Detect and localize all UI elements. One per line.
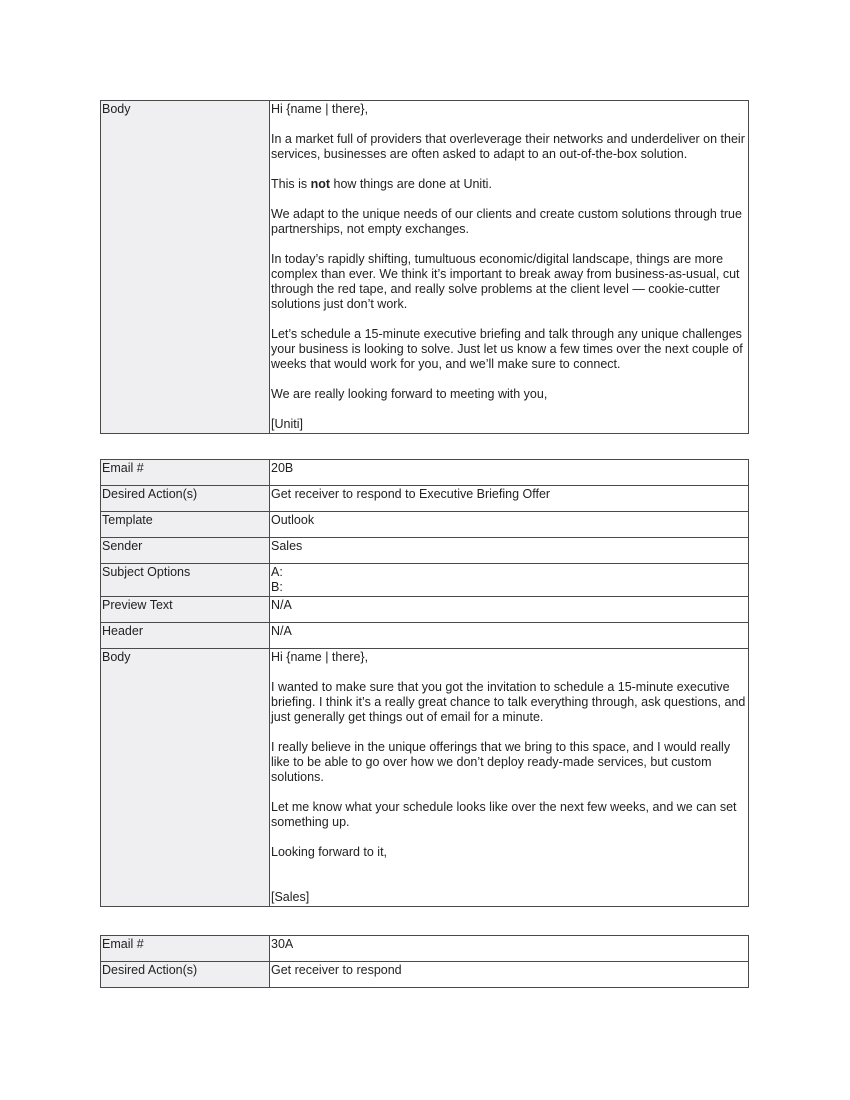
subject-options-row	[101, 564, 749, 597]
body-row	[101, 649, 749, 907]
body-paragraph: Looking forward to it,	[271, 845, 388, 859]
greeting: Hi {name | there},	[271, 102, 369, 116]
email-number-row	[101, 460, 749, 486]
body-content	[270, 649, 749, 907]
preview-text-label: Preview Text	[101, 597, 270, 623]
email-number-value: 30A	[270, 936, 749, 962]
body-paragraph: We adapt to the unique needs of our clients and create custom solutions through true partnerships, not empty exchanges.	[271, 207, 742, 236]
body-paragraph: I really believe in the unique offerings that we bring to this space, and I would really like to be able to go over how we don’t deploy ready-made services, but custom solutions.	[271, 740, 731, 784]
body-row	[101, 101, 749, 434]
sender-value: Sales	[270, 538, 749, 564]
body-paragraph: Let’s schedule a 15-minute executive briefing and talk through any unique challenges your business is looking to solve. Just let us know a few times over the next couple of weeks that would work for you, and we’ll make sure to connect.	[271, 327, 743, 371]
email-table-30a	[100, 935, 749, 988]
desired-action-row	[101, 962, 749, 988]
subject-options-label: Subject Options	[101, 564, 270, 597]
header-label: Header	[101, 623, 270, 649]
sender-label: Sender	[101, 538, 270, 564]
text-span: how things are done at Uniti.	[330, 177, 492, 191]
desired-action-label: Desired Action(s)	[101, 486, 270, 512]
template-value: Outlook	[270, 512, 749, 538]
template-label: Template	[101, 512, 270, 538]
sender-row	[101, 538, 749, 564]
body-content	[270, 101, 749, 434]
email-number-value: 20B	[270, 460, 749, 486]
email-number-row	[101, 936, 749, 962]
desired-action-label: Desired Action(s)	[101, 962, 270, 988]
header-value: N/A	[270, 623, 749, 649]
subject-options-value	[270, 564, 749, 597]
body-label: Body	[101, 101, 270, 434]
email-number-label: Email #	[101, 460, 270, 486]
text-span: This is	[271, 177, 311, 191]
body-paragraph: Let me know what your schedule looks like over the next few weeks, and we can set something up.	[271, 800, 737, 829]
email-table-20b	[100, 459, 749, 907]
subject-option-b: B:	[271, 580, 283, 594]
body-paragraph	[271, 177, 748, 192]
email-table-previous	[100, 100, 749, 434]
subject-option-a: A:	[271, 565, 283, 579]
template-row	[101, 512, 749, 538]
signature: [Sales]	[271, 890, 310, 904]
desired-action-row	[101, 486, 749, 512]
desired-action-value: Get receiver to respond	[270, 962, 749, 988]
header-row	[101, 623, 749, 649]
body-paragraph: In today’s rapidly shifting, tumultuous economic/digital landscape, things are more complex than ever. We think it’s important to break away from business-as-usual, cut through the red tape, and really solve problems at the client level — cookie-cutter solutions just don’t work.	[271, 252, 740, 311]
signature: [Uniti]	[271, 417, 303, 431]
greeting: Hi {name | there},	[271, 650, 369, 664]
email-number-label: Email #	[101, 936, 270, 962]
body-paragraph: I wanted to make sure that you got the invitation to schedule a 15-minute executive briefing. I think it’s a really great chance to talk everything through, ask questions, and just generally get things out of email for a minute.	[271, 680, 746, 724]
body-paragraph: In a market full of providers that overleverage their networks and underdeliver on their services, businesses are often asked to adapt to an out-of-the-box solution.	[271, 132, 745, 161]
body-paragraph: We are really looking forward to meeting with you,	[271, 387, 548, 401]
desired-action-value: Get receiver to respond to Executive Briefing Offer	[270, 486, 749, 512]
body-label: Body	[101, 649, 270, 907]
emphasis-text: not	[310, 177, 331, 191]
preview-text-value: N/A	[270, 597, 749, 623]
preview-text-row	[101, 597, 749, 623]
